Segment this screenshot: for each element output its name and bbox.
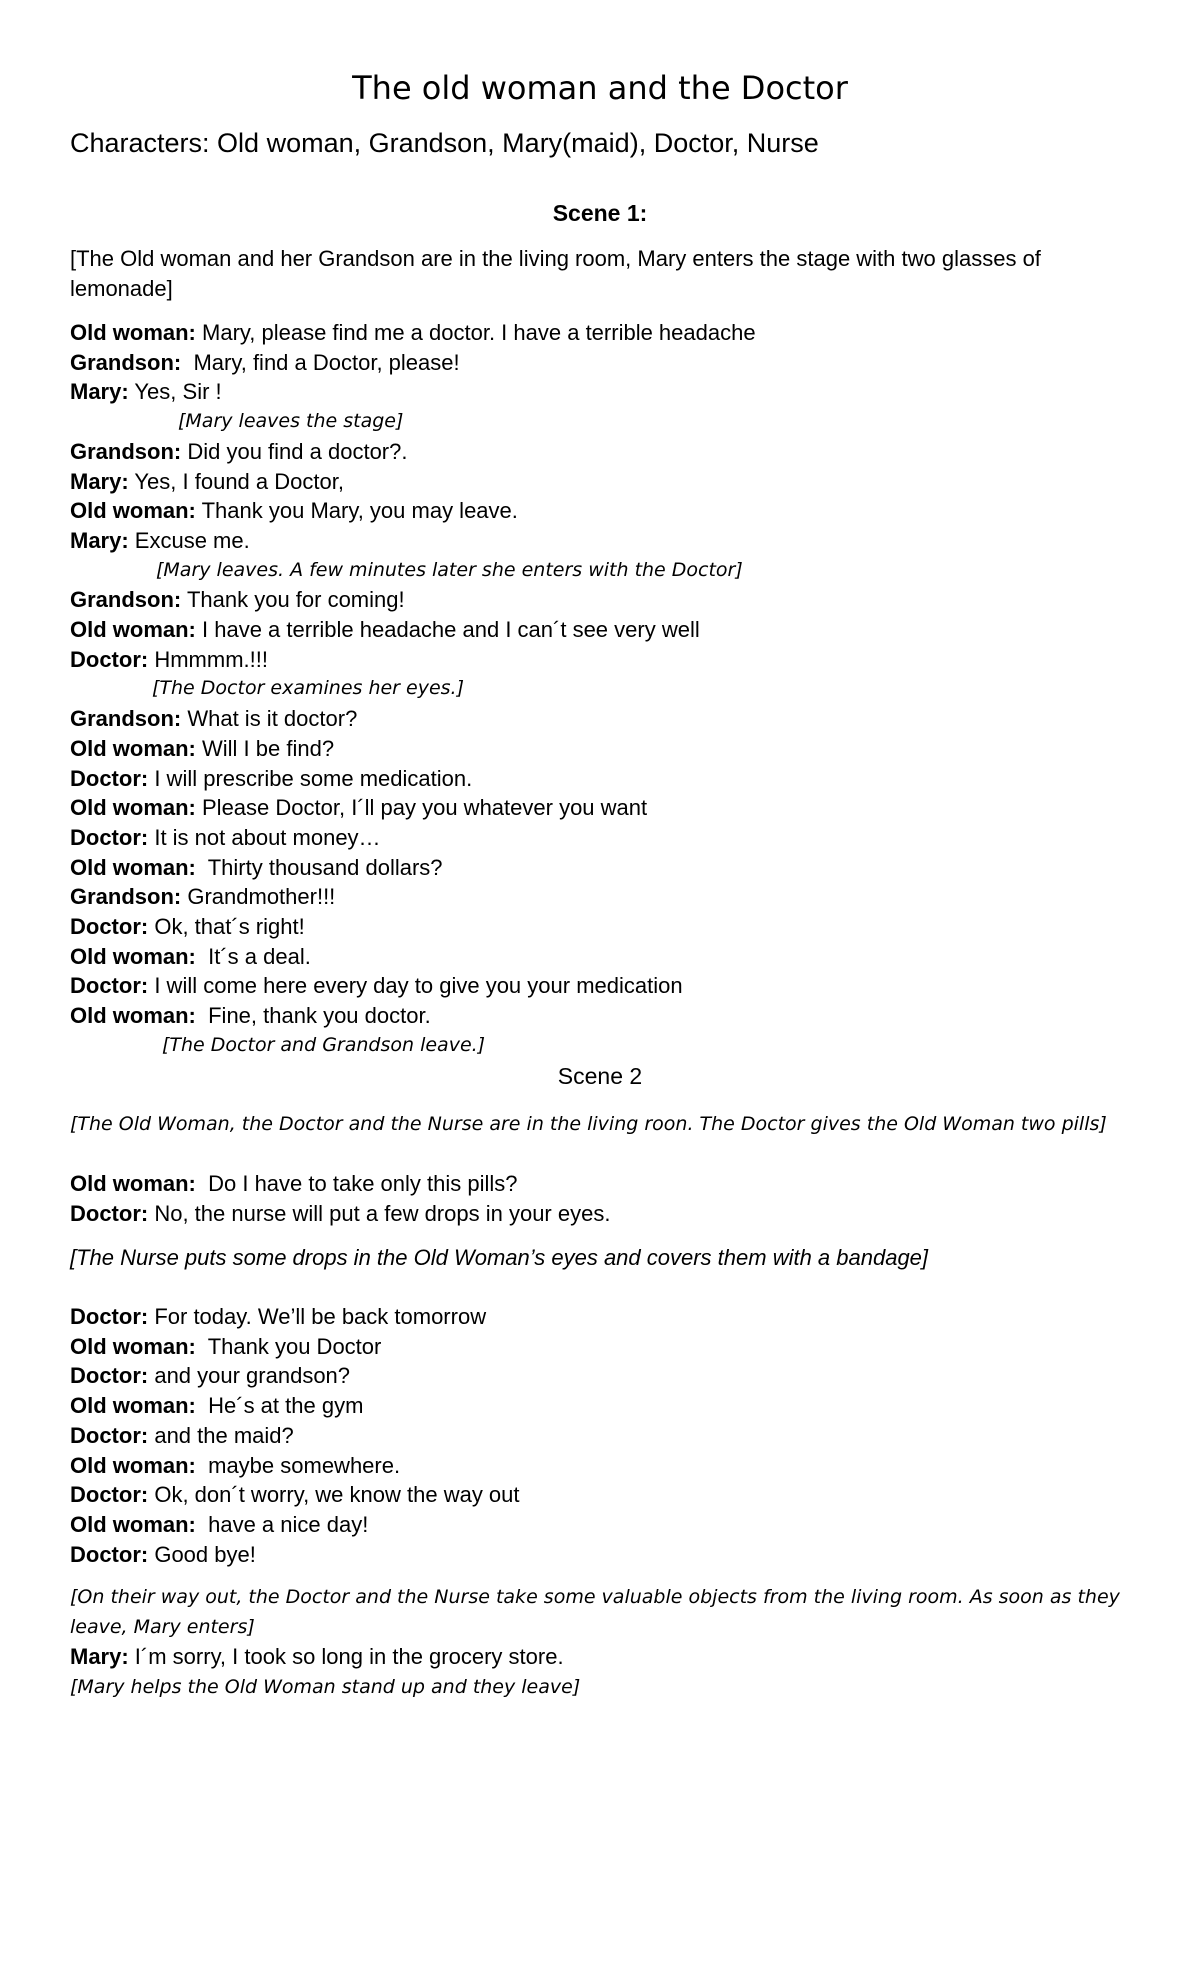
dialogue-line	[70, 793, 1130, 823]
dialogue-line	[70, 1510, 1130, 1540]
dialogue-line	[70, 882, 1130, 912]
line-text: Thirty thousand dollars?	[195, 854, 443, 880]
dialogue-line	[70, 734, 1130, 764]
dialogue-line	[70, 1540, 1130, 1570]
scene-2-heading: Scene 2	[557, 1063, 643, 1089]
speaker-name: Doctor:	[70, 824, 149, 850]
speaker-name: Old woman:	[70, 735, 196, 761]
scene-1-heading: Scene 1:	[552, 200, 648, 226]
line-text: What is it doctor?	[181, 706, 358, 732]
speaker-name: Old woman:	[70, 943, 196, 969]
line-text: I will prescribe some medication.	[148, 765, 473, 791]
final-stage-direction: [Mary helps the Old Woman stand up and they leave]	[70, 1676, 581, 1698]
final-dialogue-line	[70, 1642, 1130, 1672]
scene-1-stage-direction: [The Old woman and her Grandson are in the living room, Mary enters the stage with two glasses of lemonade]	[70, 246, 1041, 301]
line-text: Yes, Sir !	[128, 379, 222, 405]
speaker-name: Doctor:	[70, 765, 149, 791]
dialogue-line	[70, 496, 1130, 526]
dialogue-line	[70, 318, 1130, 348]
dialogue-line	[70, 348, 1130, 378]
dialogue-line	[70, 585, 1130, 615]
dialogue-line	[70, 1451, 1130, 1481]
dialogue-line	[70, 377, 1130, 407]
speaker-name: Grandson:	[70, 438, 182, 464]
speaker-name: Grandson:	[70, 706, 182, 732]
speaker-name: Doctor:	[70, 1482, 149, 1508]
line-text: Fine, thank you doctor.	[195, 1003, 431, 1029]
speaker-name: Old woman:	[70, 1171, 196, 1196]
dialogue-line	[70, 1361, 1130, 1391]
dialogue-line	[70, 437, 1130, 467]
stage-direction: [Mary leaves the stage]	[178, 410, 404, 433]
speaker-name: Old woman:	[70, 854, 196, 880]
speaker-name: Doctor:	[70, 914, 149, 940]
page-title: The old woman and the Doctor	[352, 69, 848, 107]
speaker-name: Old woman:	[70, 617, 196, 643]
line-text: For today. We’ll be back tomorrow	[148, 1304, 487, 1329]
line-text: Please Doctor, I´ll pay you whatever you want	[195, 795, 648, 821]
speaker-name: Doctor:	[70, 1200, 149, 1226]
stage-direction: [Mary leaves. A few minutes later she enters with the Doctor]	[156, 558, 743, 581]
line-text: Mary, find a Doctor, please!	[181, 349, 460, 375]
speaker-name: Mary:	[70, 1644, 129, 1669]
dialogue-line	[70, 912, 1130, 942]
exit-stage-direction: [On their way out, the Doctor and the Nurse take some valuable objects from the living room. As soon as they leave, Mary enters]	[70, 1586, 1120, 1638]
line-text: Did you find a doctor?.	[181, 438, 408, 464]
dialogue-line	[70, 971, 1130, 1001]
line-text: No, the nurse will put a few drops in your eyes.	[148, 1200, 611, 1226]
speaker-name: Old woman:	[70, 1333, 196, 1359]
line-text: I have a terrible headache and I can´t see very well	[195, 617, 700, 643]
speaker-name: Doctor:	[70, 1422, 149, 1448]
speaker-name: Doctor:	[70, 973, 149, 999]
nurse-stage-direction: [The Nurse puts some drops in the Old Woman’s eyes and covers them with a bandage]	[70, 1245, 929, 1270]
line-text: I will come here every day to give you your medication	[148, 973, 683, 999]
dialogue-line	[70, 1421, 1130, 1451]
speaker-name: Grandson:	[70, 349, 182, 375]
speaker-name: Grandson:	[70, 884, 182, 910]
line-text: I´m sorry, I took so long in the grocery store.	[128, 1644, 564, 1669]
scene-1-dialogue	[70, 318, 1130, 1061]
dialogue-line	[70, 942, 1130, 972]
dialogue-line	[70, 645, 1130, 675]
line-text: Excuse me.	[128, 527, 250, 553]
speaker-name: Doctor:	[70, 1541, 149, 1567]
speaker-name: Old woman:	[70, 320, 196, 345]
dialogue-line	[70, 1480, 1130, 1510]
line-text: Mary, please find me a doctor. I have a terrible headache	[195, 320, 756, 345]
dialogue-line	[70, 1332, 1130, 1362]
dialogue-line	[70, 1199, 1130, 1229]
scene-2-dialogue-b	[70, 1302, 1130, 1569]
speaker-name: Old woman:	[70, 1452, 196, 1478]
line-text: Do I have to take only this pills?	[195, 1171, 518, 1196]
dialogue-line	[70, 1302, 1130, 1332]
line-text: Yes, I found a Doctor,	[128, 468, 344, 494]
speaker-name: Mary:	[70, 379, 129, 405]
dialogue-line	[70, 615, 1130, 645]
line-text: Good bye!	[148, 1541, 256, 1567]
line-text: have a nice day!	[195, 1511, 369, 1537]
dialogue-line	[70, 1001, 1130, 1031]
scene-2-dialogue-a	[70, 1169, 1130, 1228]
line-text: Will I be find?	[195, 735, 335, 761]
line-text: Thank you Mary, you may leave.	[195, 498, 518, 524]
speaker-name: Doctor:	[70, 1304, 149, 1329]
line-text: Hmmmm.!!!	[148, 646, 268, 672]
line-text: and your grandson?	[148, 1363, 351, 1389]
speaker-name: Doctor:	[70, 1363, 149, 1389]
speaker-name: Old woman:	[70, 1511, 196, 1537]
dialogue-line	[70, 1391, 1130, 1421]
stage-direction: [The Doctor and Grandson leave.]	[162, 1033, 486, 1056]
dialogue-line	[70, 823, 1130, 853]
characters-list: Characters: Old woman, Grandson, Mary(maid), Doctor, Nurse	[70, 128, 819, 158]
line-text: It´s a deal.	[195, 943, 311, 969]
dialogue-line	[70, 526, 1130, 556]
speaker-name: Old woman:	[70, 795, 196, 821]
speaker-name: Grandson:	[70, 587, 182, 613]
scene-2-stage-direction: [The Old Woman, the Doctor and the Nurse are in the living roon. The Doctor gives the Old Woman two pills]	[70, 1113, 1107, 1135]
line-text: Thank you for coming!	[181, 587, 405, 613]
dialogue-line	[70, 1169, 1130, 1199]
line-text: maybe somewhere.	[195, 1452, 401, 1478]
speaker-name: Old woman:	[70, 498, 196, 524]
speaker-name: Mary:	[70, 468, 129, 494]
line-text: Grandmother!!!	[181, 884, 336, 910]
speaker-name: Old woman:	[70, 1393, 196, 1419]
speaker-name: Doctor:	[70, 646, 149, 672]
line-text: He´s at the gym	[195, 1393, 364, 1419]
speaker-name: Old woman:	[70, 1003, 196, 1029]
speaker-name: Mary:	[70, 527, 129, 553]
dialogue-line	[70, 853, 1130, 883]
line-text: It is not about money…	[148, 824, 381, 850]
line-text: Ok, don´t worry, we know the way out	[148, 1482, 520, 1508]
line-text: Thank you Doctor	[195, 1333, 382, 1359]
stage-direction: [The Doctor examines her eyes.]	[152, 677, 465, 700]
line-text: Ok, that´s right!	[148, 914, 305, 940]
line-text: and the maid?	[148, 1422, 294, 1448]
dialogue-line	[70, 467, 1130, 497]
dialogue-line	[70, 704, 1130, 734]
dialogue-line	[70, 764, 1130, 794]
